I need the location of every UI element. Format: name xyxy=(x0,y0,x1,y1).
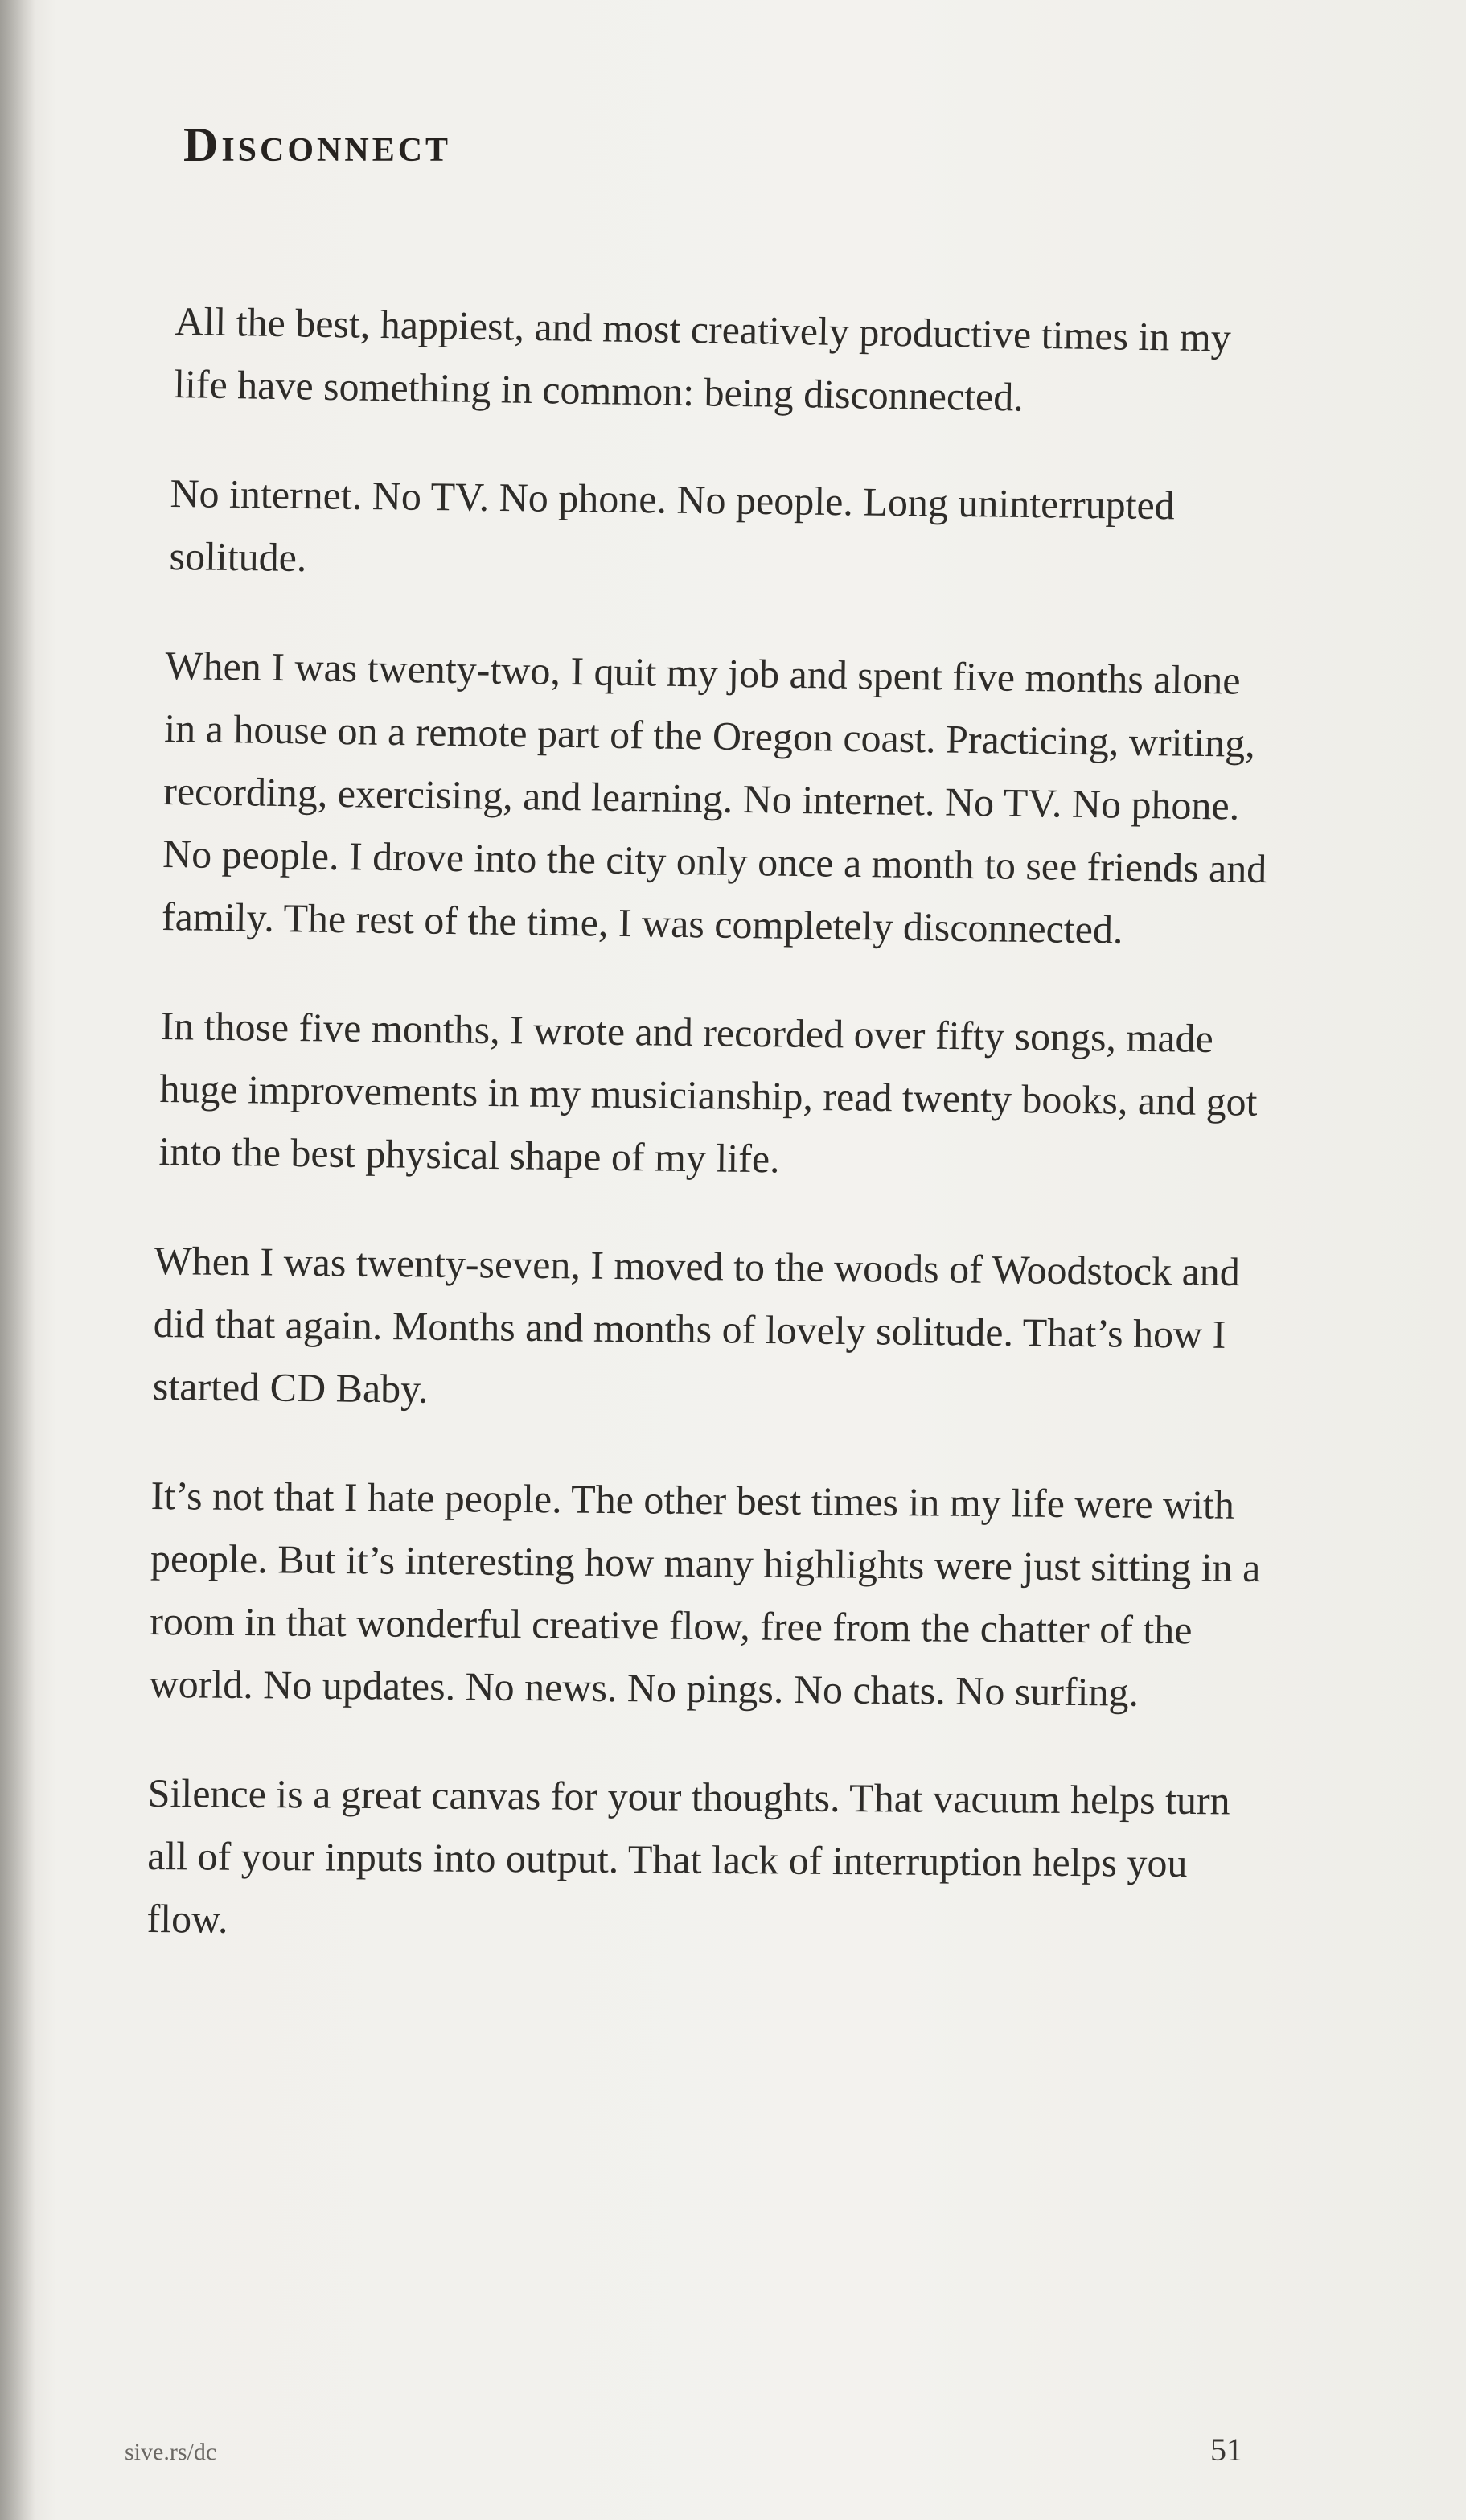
footer-url: sive.rs/dc xyxy=(125,2439,217,2465)
chapter-title: Disconnect xyxy=(183,118,452,171)
paragraph: In those five months, I wrote and recorded over fifty songs, made huge improvements in my musicianship, read twenty books, and got into the best physical shape of my life. xyxy=(158,1002,1258,1182)
paragraph: Silence is a great canvas for your thoughts. That vacuum helps turn all of your inputs into output. That lack of interruption helps you flow. xyxy=(146,1770,1230,1942)
paragraph: All the best, happiest, and most creatively productive times in my life have something in common: being disconnected. xyxy=(173,298,1232,420)
paragraph: When I was twenty-seven, I moved to the woods of Woodstock and did that again. Months and months of lovely solitude. That’s how I started CD Baby. xyxy=(152,1237,1241,1412)
paragraph: No internet. No TV. No phone. No people. Long uninterrupted solitude. xyxy=(169,470,1176,581)
binding-shadow xyxy=(0,0,35,2520)
page-number: 51 xyxy=(1210,2432,1242,2468)
page-content xyxy=(146,118,1271,1996)
paragraph: When I was twenty-two, I quit my job and spent five months alone in a house on a remote part of the Oregon coast. Practicing, writing, recording, exercising, and learning. No internet. No TV. No phone. No people. I drove into the city only once a month to see friends and family. The rest of the time, I was completely disconnected. xyxy=(161,642,1267,952)
paragraph: It’s not that I hate people. The other best times in my life were with people. But it’s interesting how many highlights were just sitting in a room in that wonderful creative flow, free from the chatter of the world. No updates. No news. No pings. No chats. No surfing. xyxy=(149,1472,1261,1715)
